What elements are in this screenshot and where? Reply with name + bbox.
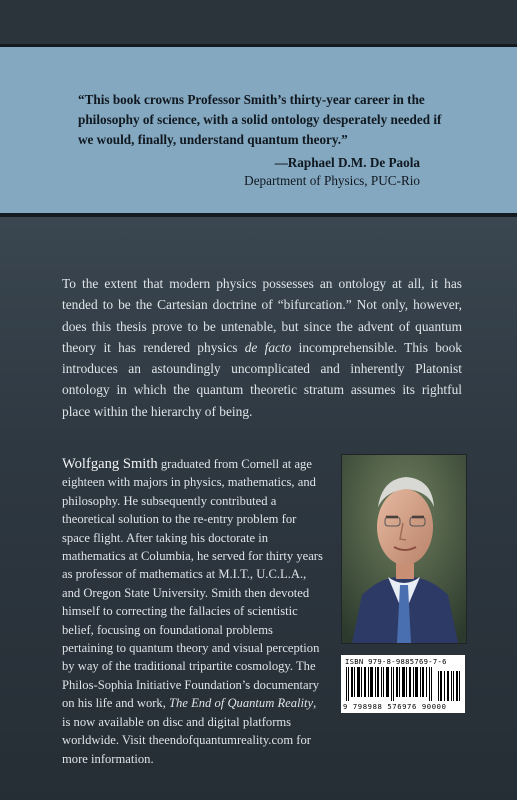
book-description (62, 273, 462, 422)
top-strip (0, 0, 517, 44)
film-title: The End of Quantum Reality (169, 696, 314, 711)
endorsement-affiliation: Department of Physics, PUC-Rio (244, 173, 420, 188)
author-portrait-image (342, 455, 466, 643)
isbn-barcode (341, 655, 465, 713)
isbn-label: ISBN 979-8-9885769-7-6 (345, 657, 447, 666)
author-name: Wolfgang Smith (62, 456, 158, 472)
bio-text-1: graduated from Cornell at age eighteen with majors in physics, mathematics, and philosophy. He subsequently contributed a theoretical solution to the re-entry problem for space flight. After taking his doctorate in mathematics at Columbia, he served for thirty years as professor of mathematics at M.I.T., U.C.L.A., and Oregon State University. Smith then devoted himself to correcting the fallacies of scientistic belief, focusing on foundational problems pertaining to quantum theory and visual perception by way of the traditional tripartite cosmology. The Philos-Sophia Initiative Foundation’s documentary on his life and work, (62, 457, 323, 711)
barcode-bars-icon (345, 667, 461, 701)
author-photo (341, 454, 467, 644)
endorsement-quote: “This book crowns Professor Smith’s thirty-year career in the philosophy of science, with a solid ontology desperately needed if we would, finally, understand quantum theory.” (78, 92, 442, 147)
bio-text-2: , is now available on disc and digital platforms worldwide. Visit theendofquantumreality.com for more information. (62, 696, 317, 766)
barcode-digits (343, 702, 463, 711)
endorsement-author: —Raphael D.M. De Paola (274, 155, 420, 170)
description-emphasis: de facto (244, 339, 292, 355)
barcode-number: 9 798988 576976 (343, 702, 417, 711)
author-bio (62, 455, 327, 768)
description-text-1: To the extent that modern physics possesses an ontology at all, it has tended to be the Cartesian doctrine of “bifurcation.” Not only, however, does this thesis prove to be untenable, but since the advent of quantum theory it has rendered physics (62, 276, 462, 355)
barcode-addon: 90000 (421, 702, 447, 711)
description-text-2: incomprehensible. This book introduces an astoundingly uncomplicated and inherently Platonist ontology in which the quantum theoretic stratum assumes its rightful place within the hierarchy of being. (62, 339, 462, 419)
